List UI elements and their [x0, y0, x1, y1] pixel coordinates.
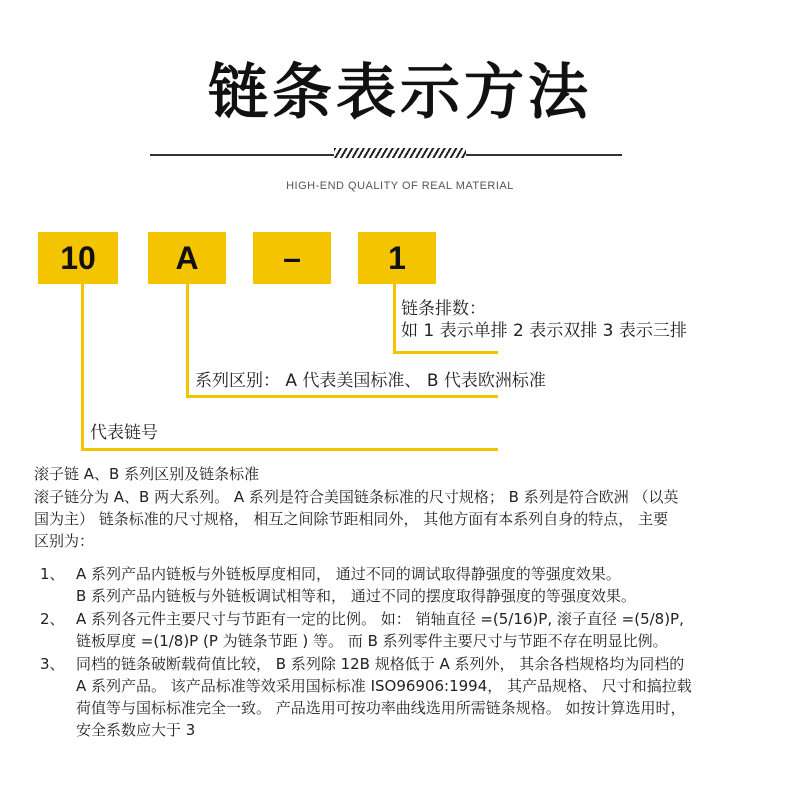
- point-line: 链板厚度 =(1/8)P (P 为链条节距 ) 等。 而 B 系列零件主要尺寸与节距不存在明显比例。: [76, 632, 668, 650]
- title-divider-right: [466, 154, 622, 156]
- intro-line: 滚子链分为 A、B 两大系列。 A 系列是符合美国链条标准的尺寸规格； B 系列是符合欧洲 （以英: [34, 488, 679, 506]
- intro-line: 国为主） 链条标准的尺寸规格， 相互之间除节距相同外， 其他方面有本系列自身的特点， 主要: [34, 510, 669, 528]
- point-line: A 系列各元件主要尺寸与节距有一定的比例。 如： 销轴直径 =(5/16)P, 滚子直径 =(5/8)P,: [76, 610, 684, 628]
- point-line: A 系列产品。 该产品标准等效采用国标标准 ISO96906:1994， 其产品规格、 尺寸和搞拉载: [76, 677, 692, 695]
- point-line: 荷值等与国标标准完全一致。 产品选用可按功率曲线选用所需链条规格。 如按计算选用时，: [76, 699, 686, 717]
- rows-box: 1: [358, 232, 436, 284]
- chain-number-box: 10: [38, 232, 118, 284]
- point-line: B 系列产品内链板与外链板调试相等和， 通过不同的摆度取得静强度的等强度效果。: [76, 587, 636, 605]
- series-box: A: [148, 232, 226, 284]
- point-line: 安全系数应大于 3: [76, 721, 196, 739]
- code-connector-vertical: [81, 284, 84, 451]
- point-line: A 系列产品内链板与外链板厚度相同， 通过不同的调试取得静强度的等强度效果。: [76, 565, 621, 583]
- page-title: 链条表示方法: [208, 58, 592, 128]
- section-title: 滚子链 A、B 系列区别及链条标准: [34, 465, 260, 483]
- rows-annotation-title: 链条排数：: [401, 299, 486, 319]
- series-annotation: 系列区别： A 代表美国标准、 B 代表欧洲标准: [195, 371, 546, 391]
- series-connector-horizontal: [186, 395, 498, 398]
- rows-annotation-desc: 如 1 表示单排 2 表示双排 3 表示三排: [401, 321, 687, 341]
- rows-connector-vertical: [393, 284, 396, 354]
- page-subtitle: HIGH-END QUALITY OF REAL MATERIAL: [286, 180, 514, 192]
- series-connector-vertical: [186, 284, 189, 398]
- rows-connector-horizontal: [393, 351, 498, 354]
- dash-box: –: [253, 232, 331, 284]
- title-divider-hatch: [334, 148, 466, 158]
- code-connector-horizontal: [81, 448, 498, 451]
- point-line: 同档的链条破断载荷值比较， B 系列除 12B 规格低于 A 系列外， 其余各档规格均为同档的: [76, 655, 685, 673]
- point-number: 1、: [40, 565, 65, 583]
- code-annotation: 代表链号: [90, 423, 158, 443]
- point-number: 3、: [40, 655, 65, 673]
- intro-line: 区别为：: [34, 532, 95, 550]
- title-divider-left: [150, 154, 334, 156]
- point-number: 2、: [40, 610, 65, 628]
